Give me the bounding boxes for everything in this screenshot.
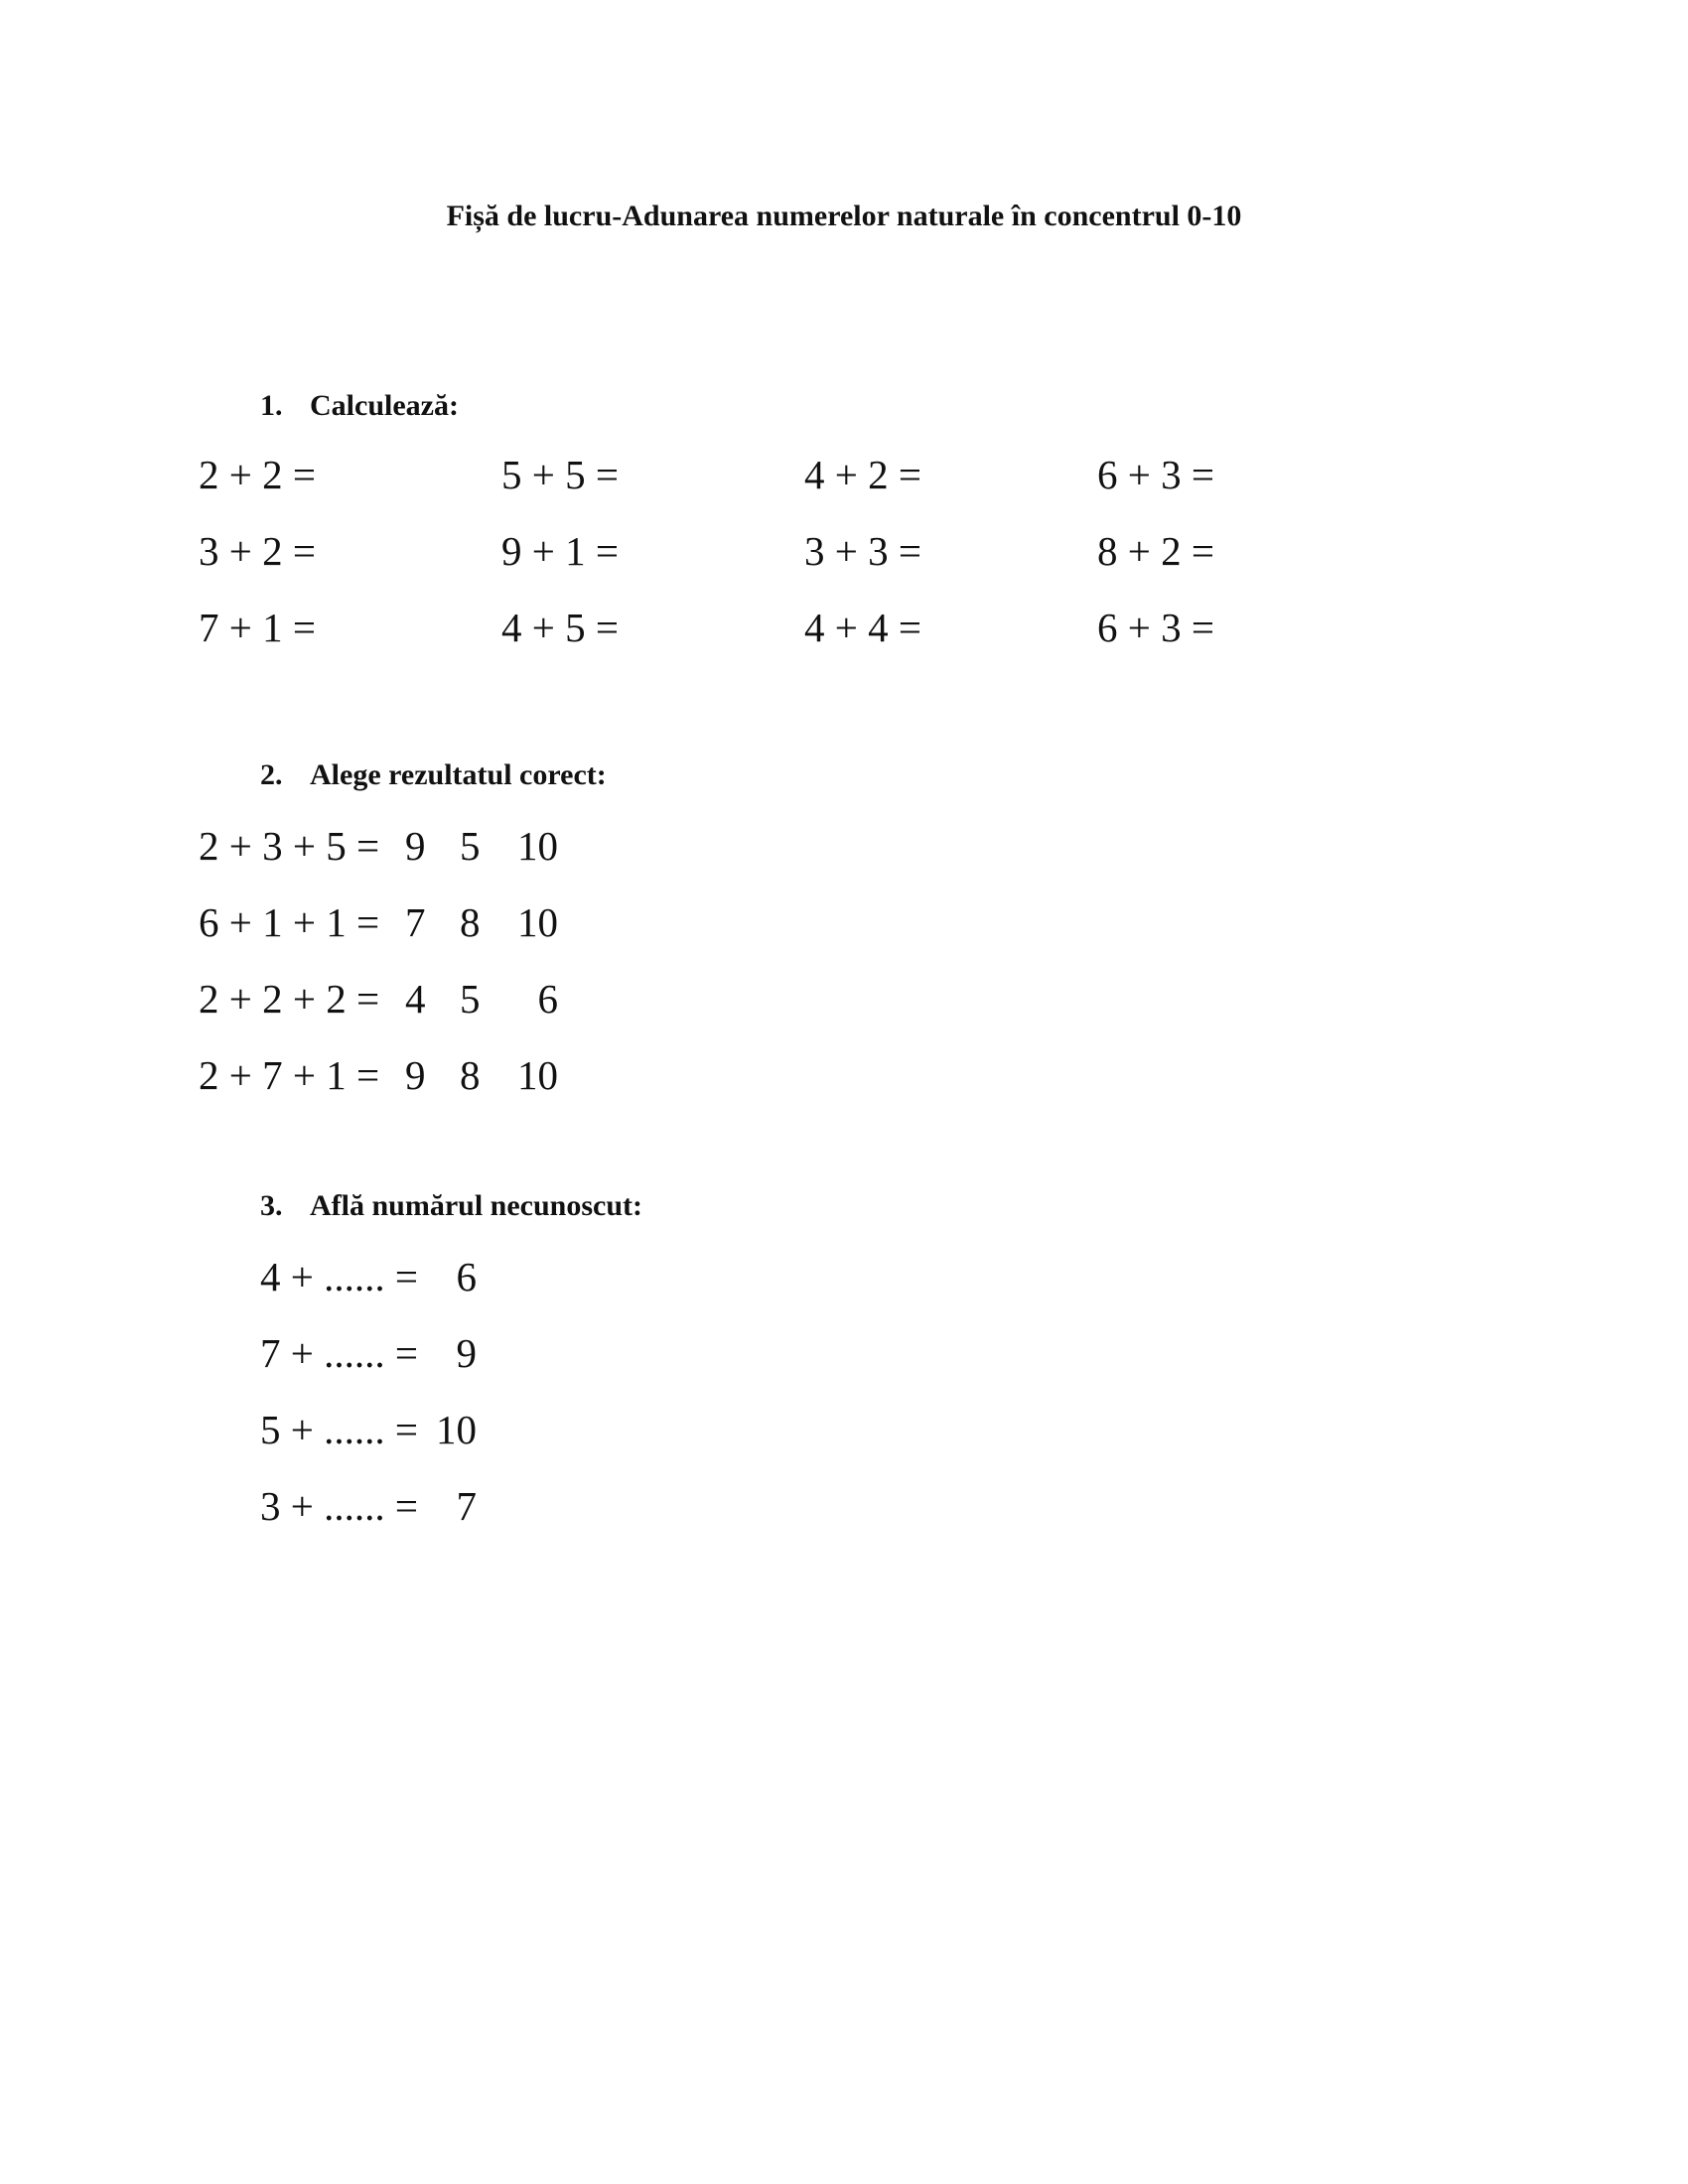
choice-option[interactable]: 10 xyxy=(517,899,558,945)
section-2-number: 2. xyxy=(260,758,283,791)
unknown-item-1 xyxy=(260,1252,518,1301)
exercise-1-r1-c3: 4 + 2 = xyxy=(804,452,921,497)
exercise-1-r1-c1: 2 + 2 = xyxy=(199,452,316,497)
exercise-1-r2-c2: 9 + 1 = xyxy=(501,528,619,574)
section-1-number: 1. xyxy=(260,389,283,422)
exercise-1-r1-c2: 5 + 5 = xyxy=(501,452,619,497)
unknown-rhs: 9 xyxy=(456,1330,477,1376)
exercise-1-r2-c4: 8 + 2 = xyxy=(1097,528,1214,574)
section-3-number: 3. xyxy=(260,1189,283,1222)
choice-option[interactable]: 6 xyxy=(537,976,558,1022)
choice-option[interactable]: 5 xyxy=(460,976,481,1022)
unknown-lhs: 4 + ...... = xyxy=(260,1254,418,1299)
unknown-lhs: 3 + ...... = xyxy=(260,1483,418,1529)
section-3-title: Află numărul necunoscut: xyxy=(310,1189,643,1222)
section-2-heading xyxy=(260,755,607,795)
choice-option[interactable]: 5 xyxy=(460,823,481,869)
choice-option[interactable]: 8 xyxy=(460,899,481,945)
choice-item-3 xyxy=(199,974,596,1024)
choice-option[interactable]: 4 xyxy=(405,976,426,1022)
choice-item-4 xyxy=(199,1050,596,1100)
exercise-1-r3-c4: 6 + 3 = xyxy=(1097,605,1214,650)
page-title: Fișă de lucru-Adunarea numerelor naturale în concentrul 0-10 xyxy=(446,200,1242,232)
section-2-title: Alege rezultatul corect: xyxy=(310,758,607,791)
unknown-item-2 xyxy=(260,1328,518,1378)
exercise-1-r3-c2: 4 + 5 = xyxy=(501,605,619,650)
exercise-1-r3-c1: 7 + 1 = xyxy=(199,605,316,650)
choice-item-1 xyxy=(199,821,596,871)
choice-option[interactable]: 9 xyxy=(405,1052,426,1098)
choice-option[interactable]: 9 xyxy=(405,823,426,869)
section-1-heading xyxy=(260,386,459,426)
unknown-rhs: 10 xyxy=(436,1407,477,1452)
exercise-1-r2-c1: 3 + 2 = xyxy=(199,528,316,574)
section-1-title: Calculează: xyxy=(310,389,459,422)
exercise-1-r1-c4: 6 + 3 = xyxy=(1097,452,1214,497)
exercise-1-r2-c3: 3 + 3 = xyxy=(804,528,921,574)
choice-expression: 2 + 2 + 2 = xyxy=(199,976,380,1022)
exercise-1-r3-c3: 4 + 4 = xyxy=(804,605,921,650)
unknown-item-4 xyxy=(260,1481,518,1531)
choice-option[interactable]: 10 xyxy=(517,823,558,869)
section-3-heading xyxy=(260,1186,642,1226)
unknown-lhs: 7 + ...... = xyxy=(260,1330,418,1376)
choice-option[interactable]: 10 xyxy=(517,1052,558,1098)
unknown-rhs: 7 xyxy=(456,1483,477,1529)
unknown-lhs: 5 + ...... = xyxy=(260,1407,418,1452)
choice-expression: 2 + 3 + 5 = xyxy=(199,823,380,869)
choice-expression: 6 + 1 + 1 = xyxy=(199,899,380,945)
choice-expression: 2 + 7 + 1 = xyxy=(199,1052,380,1098)
unknown-item-3 xyxy=(260,1405,518,1454)
choice-item-2 xyxy=(199,897,596,947)
choice-option[interactable]: 8 xyxy=(460,1052,481,1098)
choice-option[interactable]: 7 xyxy=(405,899,426,945)
unknown-rhs: 6 xyxy=(456,1254,477,1299)
